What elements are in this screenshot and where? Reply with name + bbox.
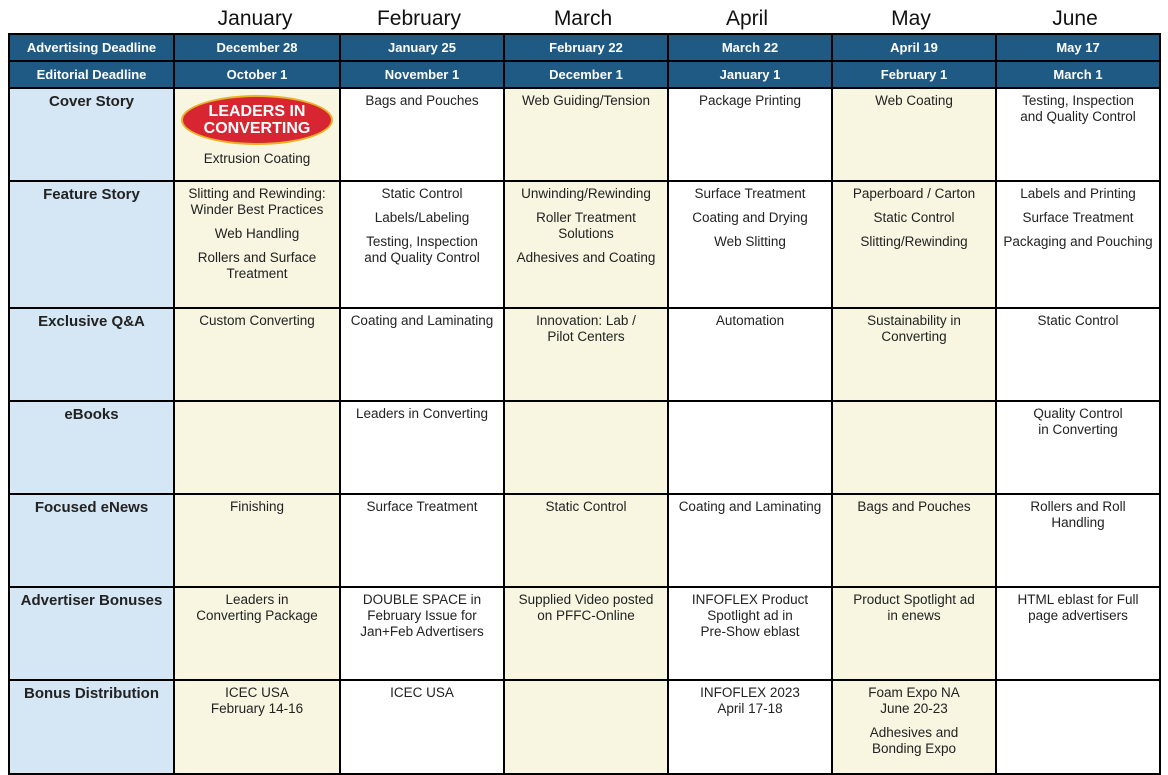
calendar-cell — [668, 308, 832, 401]
row-label: Editorial Deadline — [9, 61, 174, 88]
cell-content — [505, 89, 667, 109]
cell-content — [341, 402, 503, 422]
cell-content — [175, 588, 339, 624]
calendar-cell — [340, 680, 504, 774]
row-label: Exclusive Q&A — [9, 308, 174, 401]
topic-text: Quality Control in Converting — [1033, 406, 1123, 437]
calendar-cell — [832, 494, 996, 587]
topic-text: Labels and Printing — [1020, 186, 1136, 201]
topic-text: Slitting/Rewinding — [860, 234, 968, 249]
topic-text: Static Control — [1037, 313, 1119, 328]
calendar-cell — [996, 308, 1160, 401]
cell-content — [341, 309, 503, 329]
month-header: April — [725, 7, 768, 30]
topic-text: Foam Expo NA June 20-23 — [868, 685, 960, 716]
cell-content — [997, 89, 1159, 125]
calendar-cell — [832, 88, 996, 181]
calendar-cell — [504, 181, 668, 308]
cell-content — [669, 89, 831, 109]
calendar-cell — [668, 680, 832, 774]
calendar-cell — [340, 494, 504, 587]
calendar-cell — [668, 88, 832, 181]
cell-content — [997, 495, 1159, 531]
calendar-cell — [668, 181, 832, 308]
month-header: January — [217, 7, 293, 30]
topic-text: Packaging and Pouching — [1003, 234, 1153, 249]
deadline-date: November 1 — [340, 61, 504, 88]
topic-text: Rollers and Roll Handling — [1030, 499, 1126, 530]
cell-content — [833, 681, 995, 757]
topic-text: Static Control — [381, 186, 463, 201]
topic-text: Testing, Inspection and Quality Control — [1020, 93, 1136, 124]
calendar-cell — [996, 494, 1160, 587]
cell-content — [669, 681, 831, 717]
cell-content — [341, 182, 503, 266]
cell-content — [833, 588, 995, 624]
topic-text: Adhesives and Coating — [516, 250, 656, 265]
content-row — [9, 308, 1160, 401]
cell-content — [505, 588, 667, 624]
cell-content — [175, 182, 339, 282]
topic-text: Surface Treatment — [694, 186, 806, 201]
cell-content — [669, 588, 831, 640]
cell-content — [833, 89, 995, 109]
calendar-cell — [832, 587, 996, 680]
deadline-date: February 1 — [832, 61, 996, 88]
calendar-cell — [340, 587, 504, 680]
month-header: May — [891, 7, 931, 30]
row-label: Focused eNews — [9, 494, 174, 587]
topic-text: Bags and Pouches — [857, 499, 971, 514]
topic-text: Custom Converting — [199, 313, 315, 328]
topic-text: DOUBLE SPACE in February Issue for Jan+Feb Advertisers — [360, 592, 484, 639]
topic-text: Web Coating — [875, 93, 953, 108]
calendar-cell — [174, 88, 340, 181]
cell-content — [833, 402, 995, 406]
cell-content — [175, 681, 339, 717]
cell-content — [833, 495, 995, 515]
cell-content — [669, 495, 831, 515]
topic-text: Finishing — [229, 499, 285, 514]
topic-text: Labels/Labeling — [374, 210, 470, 225]
row-label: Advertiser Bonuses — [9, 587, 174, 680]
cell-content — [669, 182, 831, 250]
calendar-cell — [340, 308, 504, 401]
calendar-cell — [174, 181, 340, 308]
content-row — [9, 680, 1160, 774]
topic-text: Coating and Laminating — [350, 313, 494, 328]
topic-text: Extrusion Coating — [203, 151, 311, 166]
calendar-cell — [832, 401, 996, 494]
topic-text: Package Printing — [698, 93, 802, 108]
topic-text: Supplied Video posted on PFFC-Online — [518, 592, 654, 623]
cell-content — [505, 402, 667, 406]
content-row — [9, 181, 1160, 308]
calendar-cell — [996, 181, 1160, 308]
badge-line: CONVERTING — [203, 120, 311, 137]
calendar-cell — [174, 494, 340, 587]
deadline-date: May 17 — [996, 34, 1160, 61]
cell-content — [833, 309, 995, 345]
cell-content — [341, 681, 503, 701]
row-label: eBooks — [9, 401, 174, 494]
cell-content — [175, 402, 339, 406]
calendar-cell — [340, 88, 504, 181]
row-label: Advertising Deadline — [9, 34, 174, 61]
deadline-date: March 22 — [668, 34, 832, 61]
topic-text: Testing, Inspection and Quality Control — [364, 234, 480, 265]
topic-text: Leaders in Converting — [355, 406, 489, 421]
month-header: February — [376, 7, 462, 30]
cell-content — [997, 588, 1159, 624]
topic-text: Bags and Pouches — [365, 93, 479, 108]
topic-text: Leaders in Converting Package — [196, 592, 318, 623]
topic-text: Surface Treatment — [366, 499, 478, 514]
calendar-cell — [504, 308, 668, 401]
topic-text: Paperboard / Carton — [852, 186, 976, 201]
topic-text: Unwinding/Rewinding — [521, 186, 651, 201]
leaders-in-converting-badge — [181, 95, 333, 145]
cell-content — [341, 588, 503, 640]
row-label: Cover Story — [9, 88, 174, 181]
topic-text: Adhesives and Bonding Expo — [869, 725, 959, 756]
cell-content — [505, 309, 667, 345]
deadline-date: February 22 — [504, 34, 668, 61]
editorial-deadline-row — [9, 61, 1160, 88]
topic-text: Innovation: Lab / Pilot Centers — [536, 313, 636, 344]
calendar-cell — [504, 680, 668, 774]
topic-text: Automation — [715, 313, 785, 328]
calendar-cell — [996, 587, 1160, 680]
calendar-cell — [504, 587, 668, 680]
calendar-grid — [8, 33, 1161, 775]
advertising-deadline-row — [9, 34, 1160, 61]
calendar-cell — [996, 88, 1160, 181]
deadline-date: March 1 — [996, 61, 1160, 88]
topic-text: Static Control — [873, 210, 955, 225]
topic-text: Product Spotlight ad in enews — [853, 592, 975, 623]
calendar-cell — [668, 587, 832, 680]
calendar-cell — [996, 680, 1160, 774]
cell-content — [669, 402, 831, 406]
cell-content — [997, 309, 1159, 329]
topic-text: Coating and Drying — [692, 210, 808, 225]
calendar-cell — [174, 401, 340, 494]
deadline-date: December 1 — [504, 61, 668, 88]
row-label: Bonus Distribution — [9, 680, 174, 774]
topic-text: Surface Treatment — [1022, 210, 1134, 225]
content-row — [9, 88, 1160, 181]
topic-text: ICEC USA February 14-16 — [210, 685, 304, 716]
cell-content — [341, 495, 503, 515]
topic-text: Web Handling — [214, 226, 300, 241]
calendar-cell — [174, 587, 340, 680]
cell-content — [341, 89, 503, 109]
topic-text: INFOFLEX Product Spotlight ad in Pre-Show eblast — [691, 592, 809, 639]
month-header: June — [1052, 7, 1098, 30]
cell-content — [175, 309, 339, 329]
content-row — [9, 587, 1160, 680]
deadline-date: December 28 — [174, 34, 340, 61]
calendar-cell — [668, 494, 832, 587]
calendar-cell — [340, 181, 504, 308]
deadline-date: January 25 — [340, 34, 504, 61]
calendar-cell — [174, 308, 340, 401]
cell-content — [175, 495, 339, 515]
topic-text: Slitting and Rewinding: Winder Best Practices — [188, 186, 326, 217]
topic-text: Sustainability in Converting — [867, 313, 961, 344]
cell-content — [997, 681, 1159, 685]
topic-text: Coating and Laminating — [678, 499, 822, 514]
cell-content — [175, 89, 339, 167]
calendar-cell — [504, 494, 668, 587]
content-row — [9, 401, 1160, 494]
deadline-date: April 19 — [832, 34, 996, 61]
cell-content — [505, 182, 667, 266]
topic-text: ICEC USA — [390, 685, 454, 700]
topic-text: Static Control — [545, 499, 627, 514]
topic-text: Rollers and Surface Treatment — [197, 250, 317, 281]
cell-content — [505, 495, 667, 515]
calendar-cell — [174, 680, 340, 774]
month-header: March — [553, 7, 613, 30]
calendar-cell — [504, 401, 668, 494]
calendar-cell — [668, 401, 832, 494]
badge-line: LEADERS IN — [208, 103, 306, 120]
calendar-cell — [340, 401, 504, 494]
calendar-cell — [832, 181, 996, 308]
topic-text: HTML eblast for Full page advertisers — [1017, 592, 1139, 623]
topic-text: Web Guiding/Tension — [521, 93, 651, 108]
calendar-cell — [504, 88, 668, 181]
cell-content — [997, 182, 1159, 250]
cell-content — [833, 182, 995, 250]
cell-content — [505, 681, 667, 685]
content-row — [9, 494, 1160, 587]
topic-text: Roller Treatment Solutions — [536, 210, 636, 241]
calendar-cell — [996, 401, 1160, 494]
calendar-cell — [832, 680, 996, 774]
cell-content — [997, 402, 1159, 438]
calendar-cell — [832, 308, 996, 401]
row-label: Feature Story — [9, 181, 174, 308]
cell-content — [669, 309, 831, 329]
topic-text: INFOFLEX 2023 April 17-18 — [700, 685, 800, 716]
deadline-date: January 1 — [668, 61, 832, 88]
deadline-date: October 1 — [174, 61, 340, 88]
topic-text: Web Slitting — [714, 234, 786, 249]
